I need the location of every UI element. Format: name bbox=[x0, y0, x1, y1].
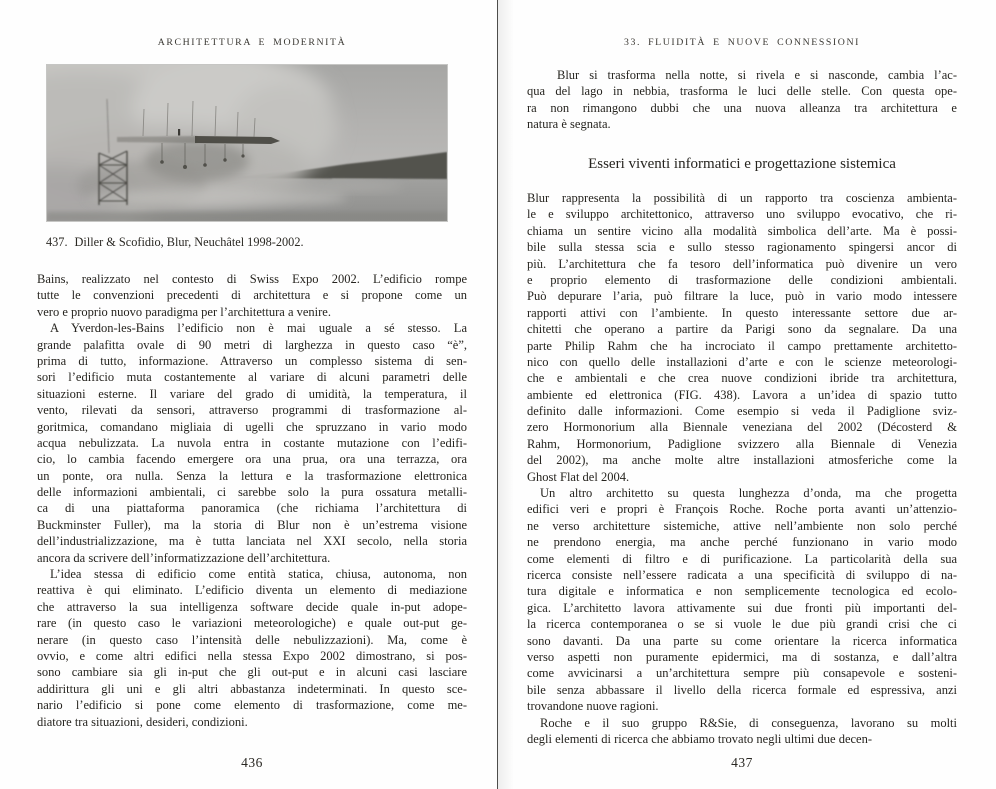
text-line: del 2002), ma anche molte altre installazioni atmosferiche come la bbox=[527, 453, 957, 468]
figure-photo bbox=[46, 64, 448, 222]
text-line: nico con quello delle installazioni d’arte e con le scienze meteorologi- bbox=[527, 354, 957, 369]
text-line: Blur rappresenta la possibilità di un rapporto tra coscienza ambienta- bbox=[527, 191, 957, 205]
text-line: qua del lago in nebbia, trasforma le luci delle stelle. Con questa ope- bbox=[527, 84, 957, 99]
text-line: verso aspetti non puramente epidermici, ma di sostanza, e dall’altra bbox=[527, 649, 957, 664]
running-head-right: 33. FLUIDITÀ E NUOVE CONNESSIONI bbox=[624, 37, 860, 48]
text-line: Ghost Flat del 2004. bbox=[527, 469, 630, 484]
running-head-left: ARCHITETTURA E MODERNITÀ bbox=[157, 37, 347, 48]
paragraph bbox=[527, 485, 957, 714]
text-line: ra non rimangono dubbi che una nuova alleanza tra architettura e bbox=[527, 100, 957, 115]
text-line: diatore tra situazioni, desideri, condizioni. bbox=[37, 714, 248, 729]
page-number-right: 437 bbox=[731, 755, 753, 770]
paragraph bbox=[37, 320, 467, 566]
text-line: le e sviluppo architettonico, attraverso uno sviluppo evocativo, che ri- bbox=[527, 207, 957, 222]
figure-caption-text: Diller & Scofidio, Blur, Neuchâtel 1998-2002. bbox=[74, 235, 304, 249]
text-line: ambiente ed elettronica (FIG. 438). Lavora a un’idea di spazio tutto bbox=[527, 387, 957, 402]
paragraph bbox=[527, 190, 957, 485]
text-line: trovandone nuove ragioni. bbox=[527, 699, 659, 714]
text-line: Buckminster Fuller), ma la storia di Blur non è un’estrema visione bbox=[37, 517, 467, 532]
text-line: bile senza abbassare il livello della ricerca formale ed espressiva, anzi bbox=[527, 682, 957, 697]
text-line: vento, rilevati da sensori, attraverso programmi di trasformazione al- bbox=[37, 403, 467, 418]
text-line: natura è segnata. bbox=[527, 117, 611, 132]
figure-caption-number: 437. bbox=[46, 235, 68, 249]
text-line: vero e proprio nuovo paradigma per l’architettura a venire. bbox=[37, 304, 331, 319]
figure-caption bbox=[46, 235, 466, 250]
text-line: Può depurare l’aria, può filtrare la luce, può in vario modo intessere bbox=[527, 289, 957, 304]
text-line: Roche e il suo gruppo R&Sie, di conseguenza, lavorano su molti bbox=[540, 715, 957, 730]
text-line: goritmica, comandano migliaia di ugelli che spruzzano in vario modo bbox=[37, 419, 467, 434]
text-line: edifici veri e propri è François Roche. Roche porta avanti un’attenzio- bbox=[527, 502, 957, 517]
text-line: rare (in questo caso le variazioni meteorologiche) e quale out-put ge- bbox=[37, 616, 467, 631]
text-line: dell’industrializzazione, ma è tutta lanciata nel XXI secolo, nella storia bbox=[37, 534, 467, 549]
text-line: cio, lo cambia facendo emergere ora una prua, ora una terrazza, ora bbox=[37, 452, 467, 467]
text-line: sono cambiare sia gli in-put che gli out-put e in alcuni casi lasciare bbox=[37, 665, 467, 680]
body-text-right-intro bbox=[527, 67, 957, 133]
text-line: chiama un sentire vicino alla modalità simbolica dell’arte. Ma è possi- bbox=[527, 223, 957, 238]
text-line: situazioni esterne. Il variare del grado di umidità, la temperatura, il bbox=[37, 386, 467, 401]
text-line: delle informazioni ambientali, ci sarebbe solo la pura ossatura metalli- bbox=[37, 485, 467, 500]
text-line: tutte le convenzioni precedenti di architettura e si propone come un bbox=[37, 288, 467, 303]
page-right bbox=[498, 0, 996, 789]
text-line: Un altro architetto su questa lunghezza d’onda, ma che progetta bbox=[540, 486, 957, 501]
text-line: zero Hormonorium alla Biennale veneziana del 2002 (Décosterd & bbox=[527, 420, 957, 435]
text-line: degli elementi di ricerca che abbiamo trovato negli ultimi due decen- bbox=[527, 731, 873, 746]
text-line: Bains, realizzato nel contesto di Swiss Expo 2002. L’edificio rompe bbox=[37, 272, 467, 286]
gutter-shadow bbox=[498, 0, 514, 789]
paragraph bbox=[527, 715, 957, 748]
text-line: nario l’edificio si pone come elemento di trasformazione, come me- bbox=[37, 698, 467, 713]
paragraph bbox=[37, 566, 467, 730]
text-line: A Yverdon-les-Bains l’edificio non è mai uguale a sé stesso. La bbox=[50, 321, 467, 336]
text-line: ricerca consiste nell’essere radicata a una specificità di sviluppo di na- bbox=[527, 567, 957, 582]
page-number-left: 436 bbox=[241, 755, 263, 770]
text-line: che e ambientali e che crea nuove condizioni ibride tra architettura, bbox=[527, 371, 957, 386]
text-line: sono davanti. Da una parte su come orientare la ricerca informatica bbox=[527, 633, 957, 648]
text-line: prima di tutto, informazione. Attraverso un complesso sistema di sen- bbox=[37, 353, 467, 368]
text-line: reattiva è qui eliminato. L’edificio diventa un elemento di mediazione bbox=[37, 583, 467, 598]
paragraph bbox=[527, 67, 957, 133]
text-line: chitetti che operano a partire da Parigi sono da segnalare. Da una bbox=[527, 322, 957, 337]
text-line: acqua nebulizzata. La nuvola entra in costante mutazione con l’edifi- bbox=[37, 435, 467, 450]
text-line: definito dalle informazioni. Come esempio si veda il Padiglione sviz- bbox=[527, 404, 957, 419]
page-left bbox=[0, 0, 497, 789]
text-line: e proprio elemento di trasformazione delle condizioni ambientali. bbox=[527, 272, 957, 287]
text-line: ca di una piattaforma panoramica (che richiama l’architettura di bbox=[37, 501, 467, 516]
text-line: bile sulla stessa scia e sullo stesso ragionamento spingersi ancor di bbox=[527, 240, 957, 255]
text-line: come avvicinarsi a un’architettura sempre più consapevole e sosteni- bbox=[527, 666, 957, 681]
text-line: Blur si trasforma nella notte, si rivela e si nasconde, cambia l’ac- bbox=[557, 68, 957, 82]
text-line: grande palafitta ovale di 90 metri di larghezza in questo caso “è”, bbox=[37, 337, 467, 352]
body-text-right-main bbox=[527, 190, 957, 747]
paragraph bbox=[37, 271, 467, 320]
text-line: sori l’edificio muta costantemente al variare di alcuni parametri delle bbox=[37, 370, 467, 385]
text-line: ancora da scrivere dell’informatizzazione dell’architettura. bbox=[37, 550, 331, 565]
text-line: Rahm, Hormonorium, Padiglione svizzero alla Biennale di Venezia bbox=[527, 436, 957, 451]
text-line: ovvio, e come altri edifici nella stessa Expo 2002 dimostrano, si pos- bbox=[37, 648, 467, 663]
text-line: rapporti attivi con l’ambiente. In questo interessante settore due ar- bbox=[527, 305, 957, 320]
section-heading: Esseri viventi informatici e progettazione sistemica bbox=[588, 156, 896, 172]
text-line: tura digitale e informatica e non semplicemente tecnologica ed ecolo- bbox=[527, 584, 957, 599]
body-text-left bbox=[37, 271, 467, 730]
text-line: che attraverso la sua intelligenza software decide quale in-put adope- bbox=[37, 599, 467, 614]
text-line: ne prendono energia, ma anche perché funzionano in vario modo bbox=[527, 535, 957, 550]
text-line: gica. L’architetto lavora attivamente sui due fronti più importanti del- bbox=[527, 600, 957, 615]
text-line: parte Philip Rahm che ha incrociato il campo prettamente architetto- bbox=[527, 338, 957, 353]
blur-building-photo-illustration bbox=[47, 65, 447, 221]
text-line: ne verso architetture sistemiche, attive nell’ambiente non solo perché bbox=[527, 518, 957, 533]
text-line: come elementi di filtro e di purificazione. La particolarità della sua bbox=[527, 551, 957, 566]
text-line: nerare (in questo caso l’intensità delle nebulizzazioni). Ma, come è bbox=[37, 632, 467, 647]
text-line: un ponte, ora nulla. Senza la lettura e la trasformazione elettronica bbox=[37, 468, 467, 483]
text-line: addirittura gli uni e gli altri abbastanza indeterminati. In questo sce- bbox=[37, 681, 467, 696]
text-line: più. L’architettura che fa tesoro dell’informatica può divenire un vero bbox=[527, 256, 957, 271]
text-line: la ricerca contemporanea o se si vuole le due più grandi crisi che ci bbox=[527, 617, 957, 632]
text-line: L’idea stessa di edificio come entità statica, chiusa, autonoma, non bbox=[50, 567, 467, 582]
